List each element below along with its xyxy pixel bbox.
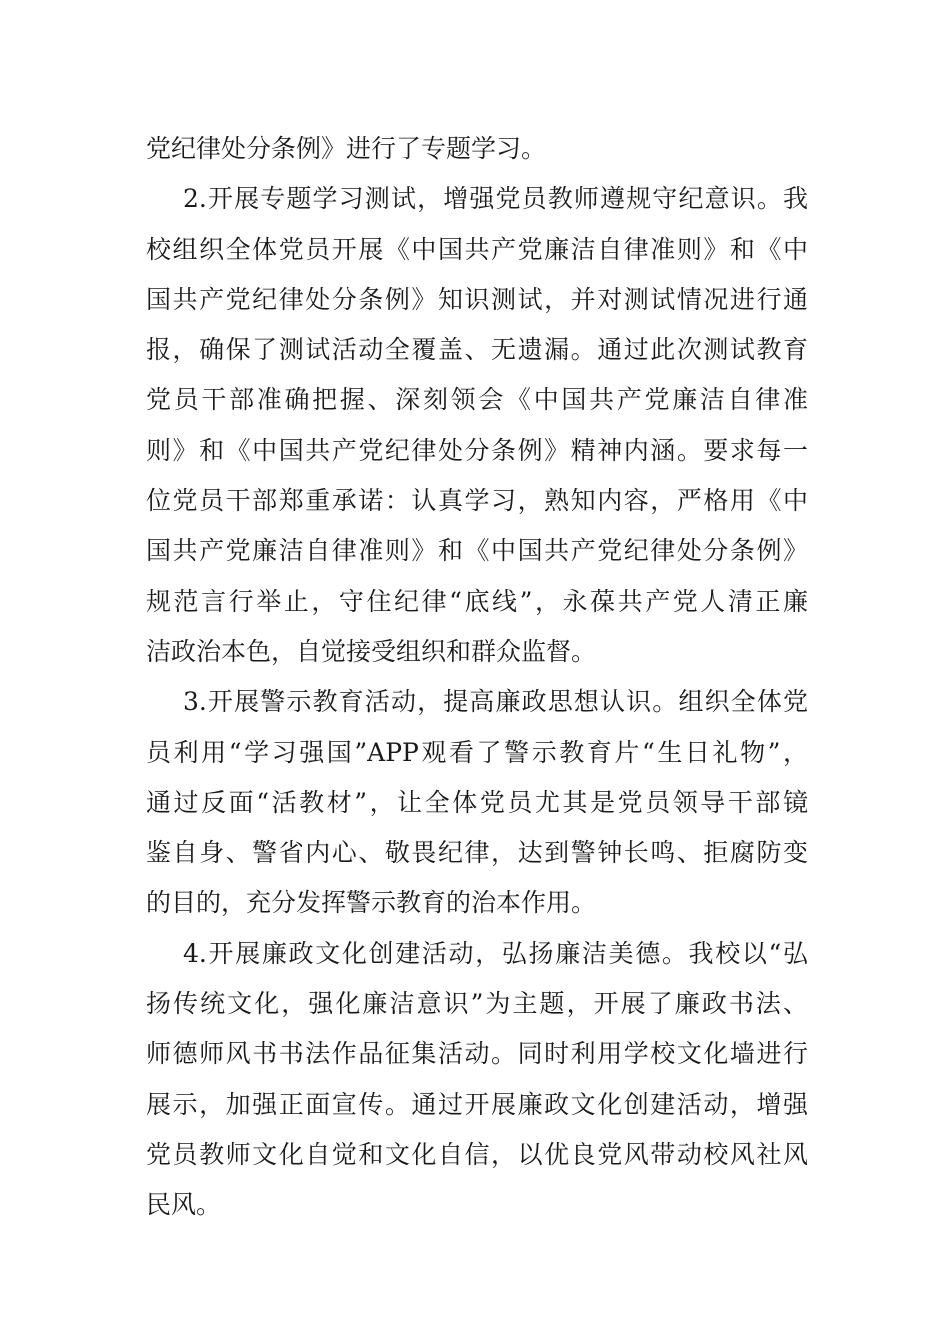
text-line: 党纪律处分条例》进行了专题学习。 <box>146 134 547 163</box>
text-line: 展示，加强正面宣传。通过开展廉政文化创建活动，增强 <box>146 1089 808 1119</box>
text-line: 位党员干部郑重承诺：认真学习，熟知内容，严格用《中 <box>146 486 808 516</box>
text-line: 扬传统文化，强化廉洁意识”为主题，开展了廉政书法、 <box>146 989 808 1019</box>
text-line: 民风。 <box>146 1190 222 1220</box>
text-line: 规范言行举止，守住纪律“底线”，永葆共产党人清正廉 <box>146 586 808 616</box>
text-line: 员利用“学习强国”APP观看了警示教育片“生日礼物”， <box>146 737 808 767</box>
document-body <box>146 124 808 1231</box>
text-line: 洁政治本色，自觉接受组织和群众监督。 <box>146 636 597 666</box>
text-line: 校组织全体党员开展《中国共产党廉洁自律准则》和《中 <box>146 234 808 264</box>
text-line: 党员教师文化自觉和文化自信，以优良党风带动校风社风 <box>146 1139 808 1169</box>
text-line: 党员干部准确把握、深刻领会《中国共产党廉洁自律准 <box>146 385 808 415</box>
text-line: 鉴自身、警省内心、敬畏纪律，达到警钟长鸣、拒腐防变 <box>146 838 808 868</box>
text-line: 国共产党纪律处分条例》知识测试，并对测试情况进行通 <box>146 284 808 314</box>
text-line: 2.开展专题学习测试，增强党员教师遵规守纪意识。我 <box>183 184 808 214</box>
text-line: 报，确保了测试活动全覆盖、无遗漏。通过此次测试教育 <box>146 335 808 365</box>
text-line: 4.开展廉政文化创建活动，弘扬廉洁美德。我校以“弘 <box>183 938 808 968</box>
text-line: 则》和《中国共产党纪律处分条例》精神内涵。要求每一 <box>146 435 808 465</box>
text-line: 国共产党廉洁自律准则》和《中国共产党纪律处分条例》 <box>146 536 808 566</box>
text-line: 3.开展警示教育活动，提高廉政思想认识。组织全体党 <box>183 687 808 717</box>
text-line: 通过反面“活教材”，让全体党员尤其是党员领导干部镜 <box>146 787 808 817</box>
text-line: 师德师风书书法作品征集活动。同时利用学校文化墙进行 <box>146 1039 808 1069</box>
text-line: 的目的，充分发挥警示教育的治本作用。 <box>146 888 597 918</box>
